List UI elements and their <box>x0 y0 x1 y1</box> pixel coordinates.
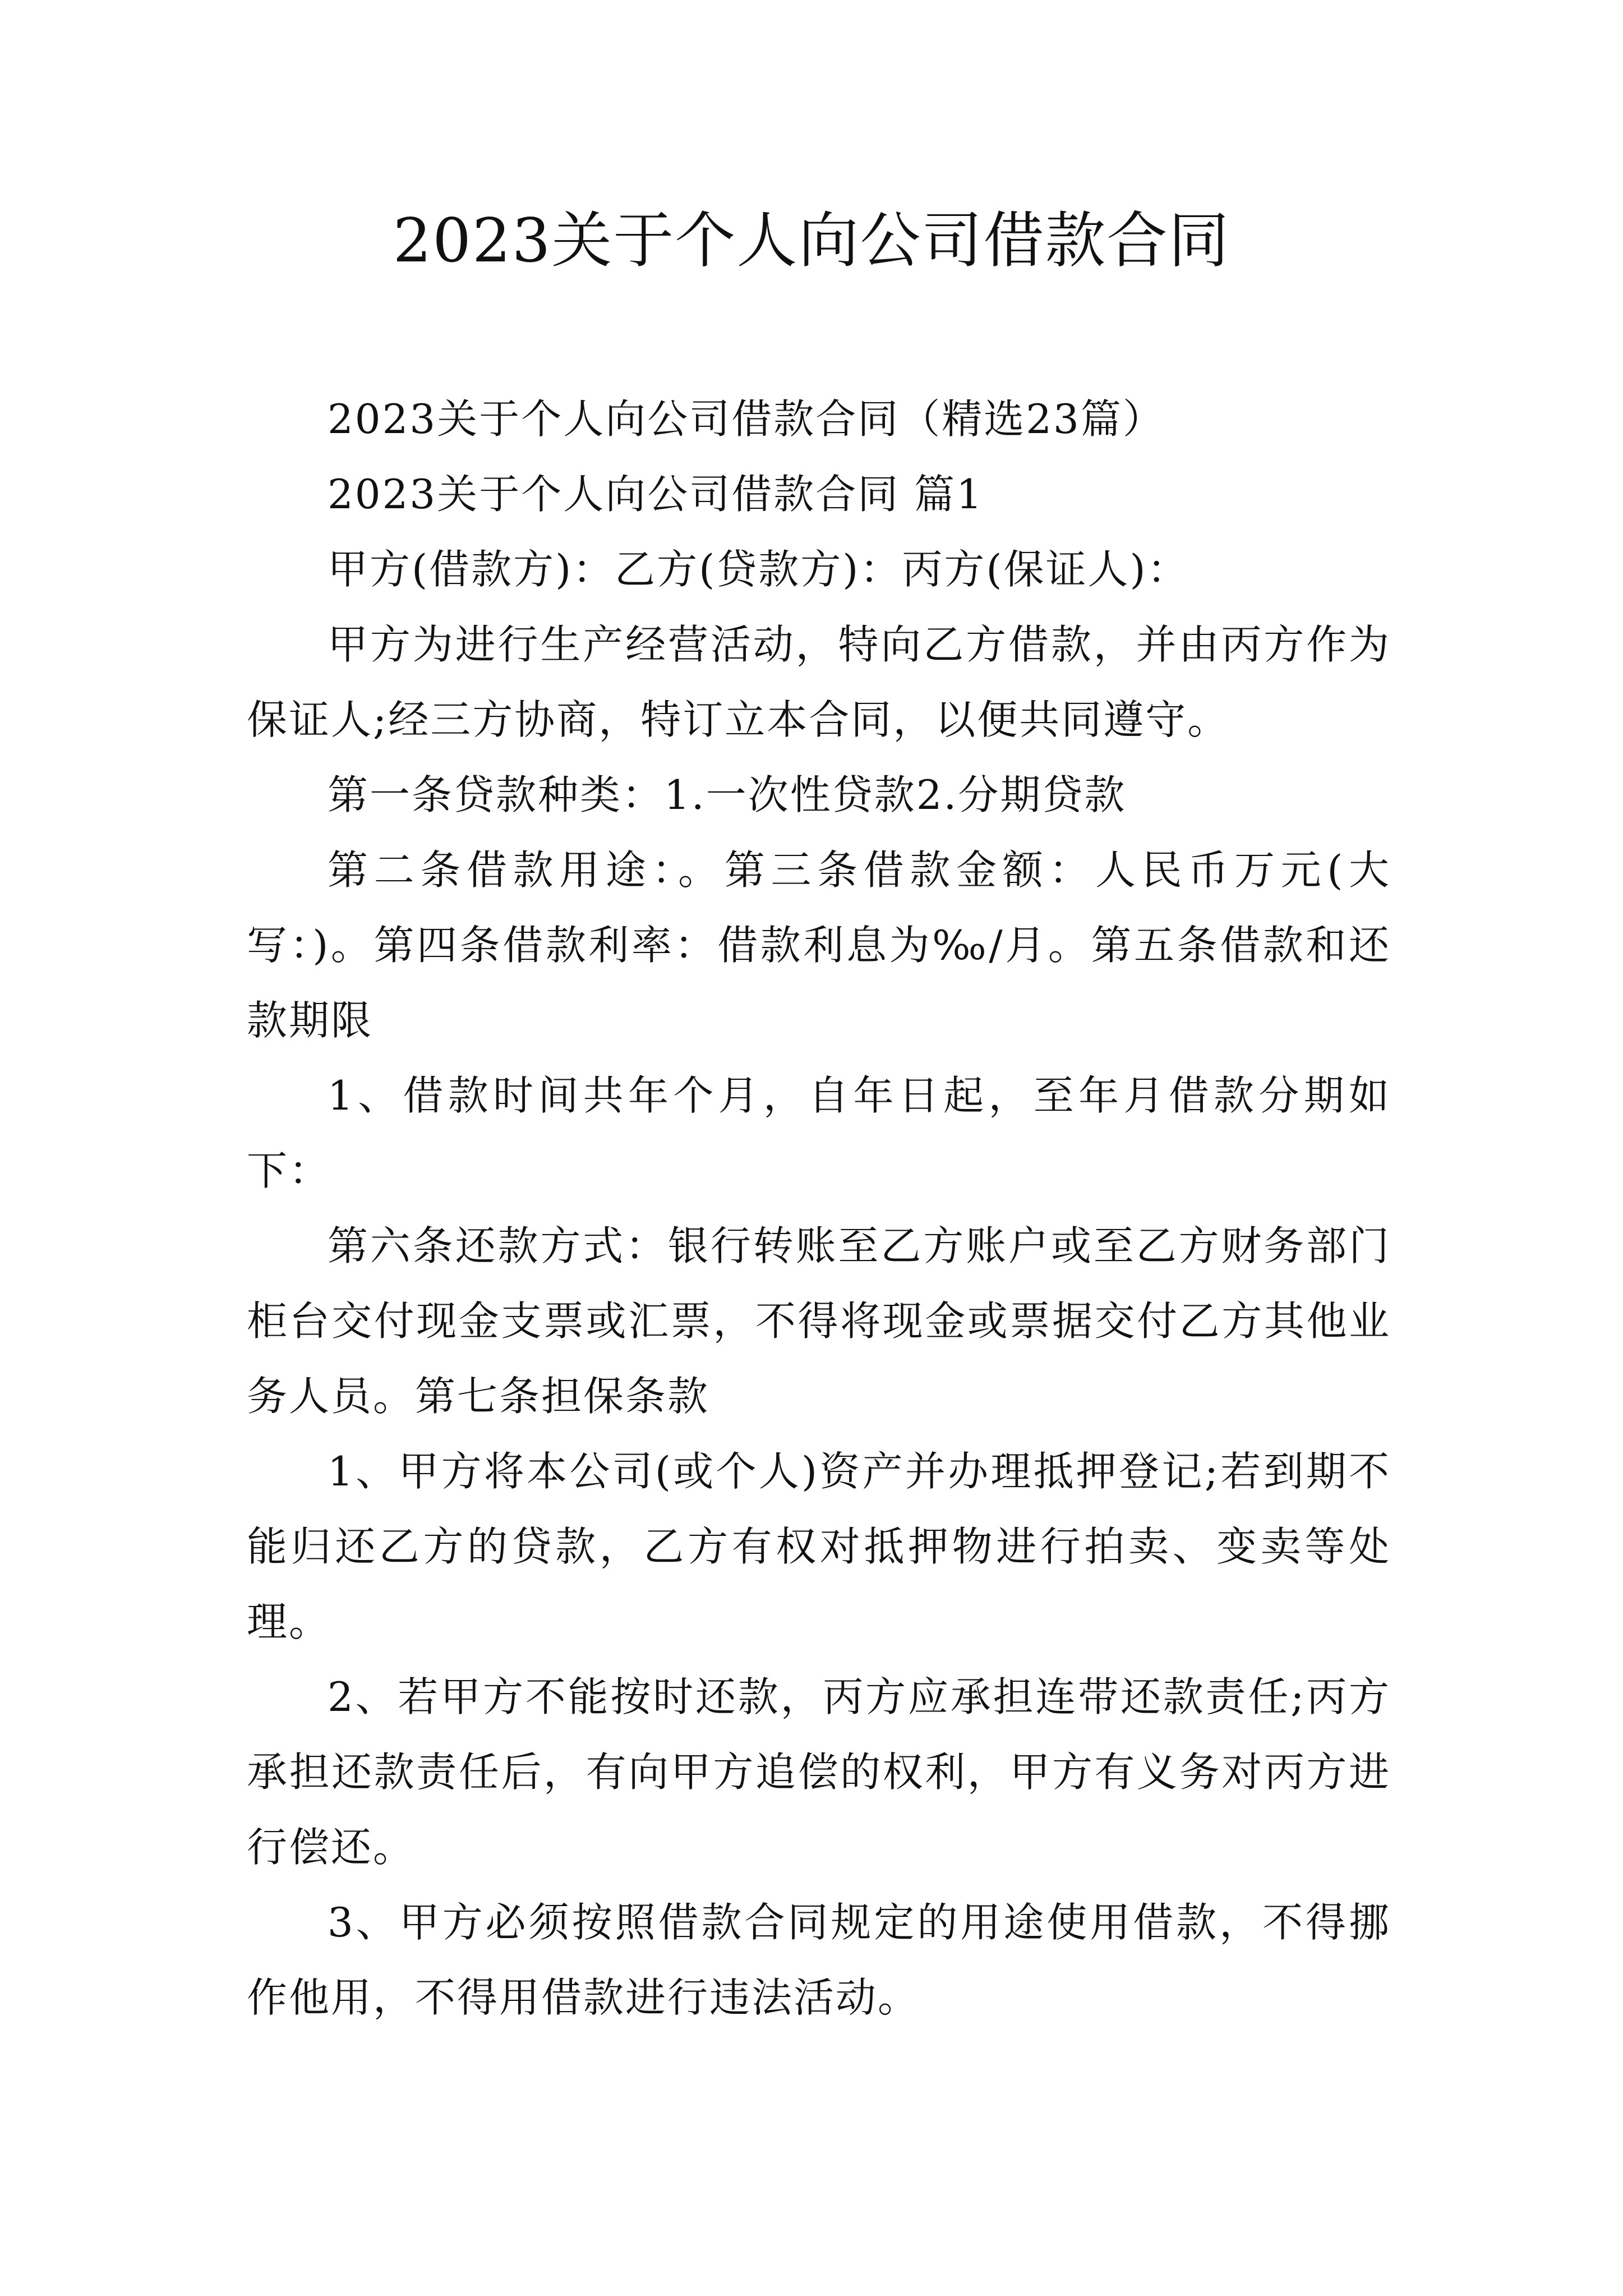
paragraph-guarantee-1: 1、甲方将本公司(或个人)资产并办理抵押登记;若到期不能归还乙方的贷款，乙方有权对抵押物进行拍卖、变卖等处理。 <box>247 1448 1391 1645</box>
paragraph-section-heading: 2023关于个人向公司借款合同 篇1 <box>328 471 984 518</box>
paragraph-articles-2-5: 第二条借款用途：。第三条借款金额：人民币万元(大写：)。第四条借款利率：借款利息为‰/月。第五条借款和还款期限 <box>247 846 1391 1044</box>
paragraph-article-1: 第一条贷款种类：1.一次性贷款2.分期贷款 <box>328 771 1127 818</box>
paragraph-preamble: 甲方为进行生产经营活动，特向乙方借款，并由丙方作为保证人;经三方协商，特订立本合同，以便共同遵守。 <box>247 621 1391 743</box>
document-title: 2023关于个人向公司借款合同 <box>393 206 1230 276</box>
document-body <box>247 381 1391 2035</box>
paragraph-parties: 甲方(借款方)：乙方(贷款方)：丙方(保证人)： <box>328 546 1189 593</box>
paragraph-guarantee-3: 3、甲方必须按照借款合同规定的用途使用借款，不得挪作他用，不得用借款进行违法活动。 <box>247 1899 1391 2021</box>
paragraph-guarantee-2: 2、若甲方不能按时还款，丙方应承担连带还款责任;丙方承担还款责任后，有向甲方追偿的权利，甲方有义务对丙方进行偿还。 <box>247 1673 1391 1871</box>
paragraph-subtitle: 2023关于个人向公司借款合同（精选23篇） <box>328 395 1165 443</box>
paragraph-articles-6-7: 第六条还款方式：银行转账至乙方账户或至乙方财务部门柜台交付现金支票或汇票，不得将现金或票据交付乙方其他业务人员。第七条担保条款 <box>247 1222 1391 1420</box>
paragraph-term-1: 1、借款时间共年个月，自年日起，至年月借款分期如下： <box>247 1072 1391 1194</box>
